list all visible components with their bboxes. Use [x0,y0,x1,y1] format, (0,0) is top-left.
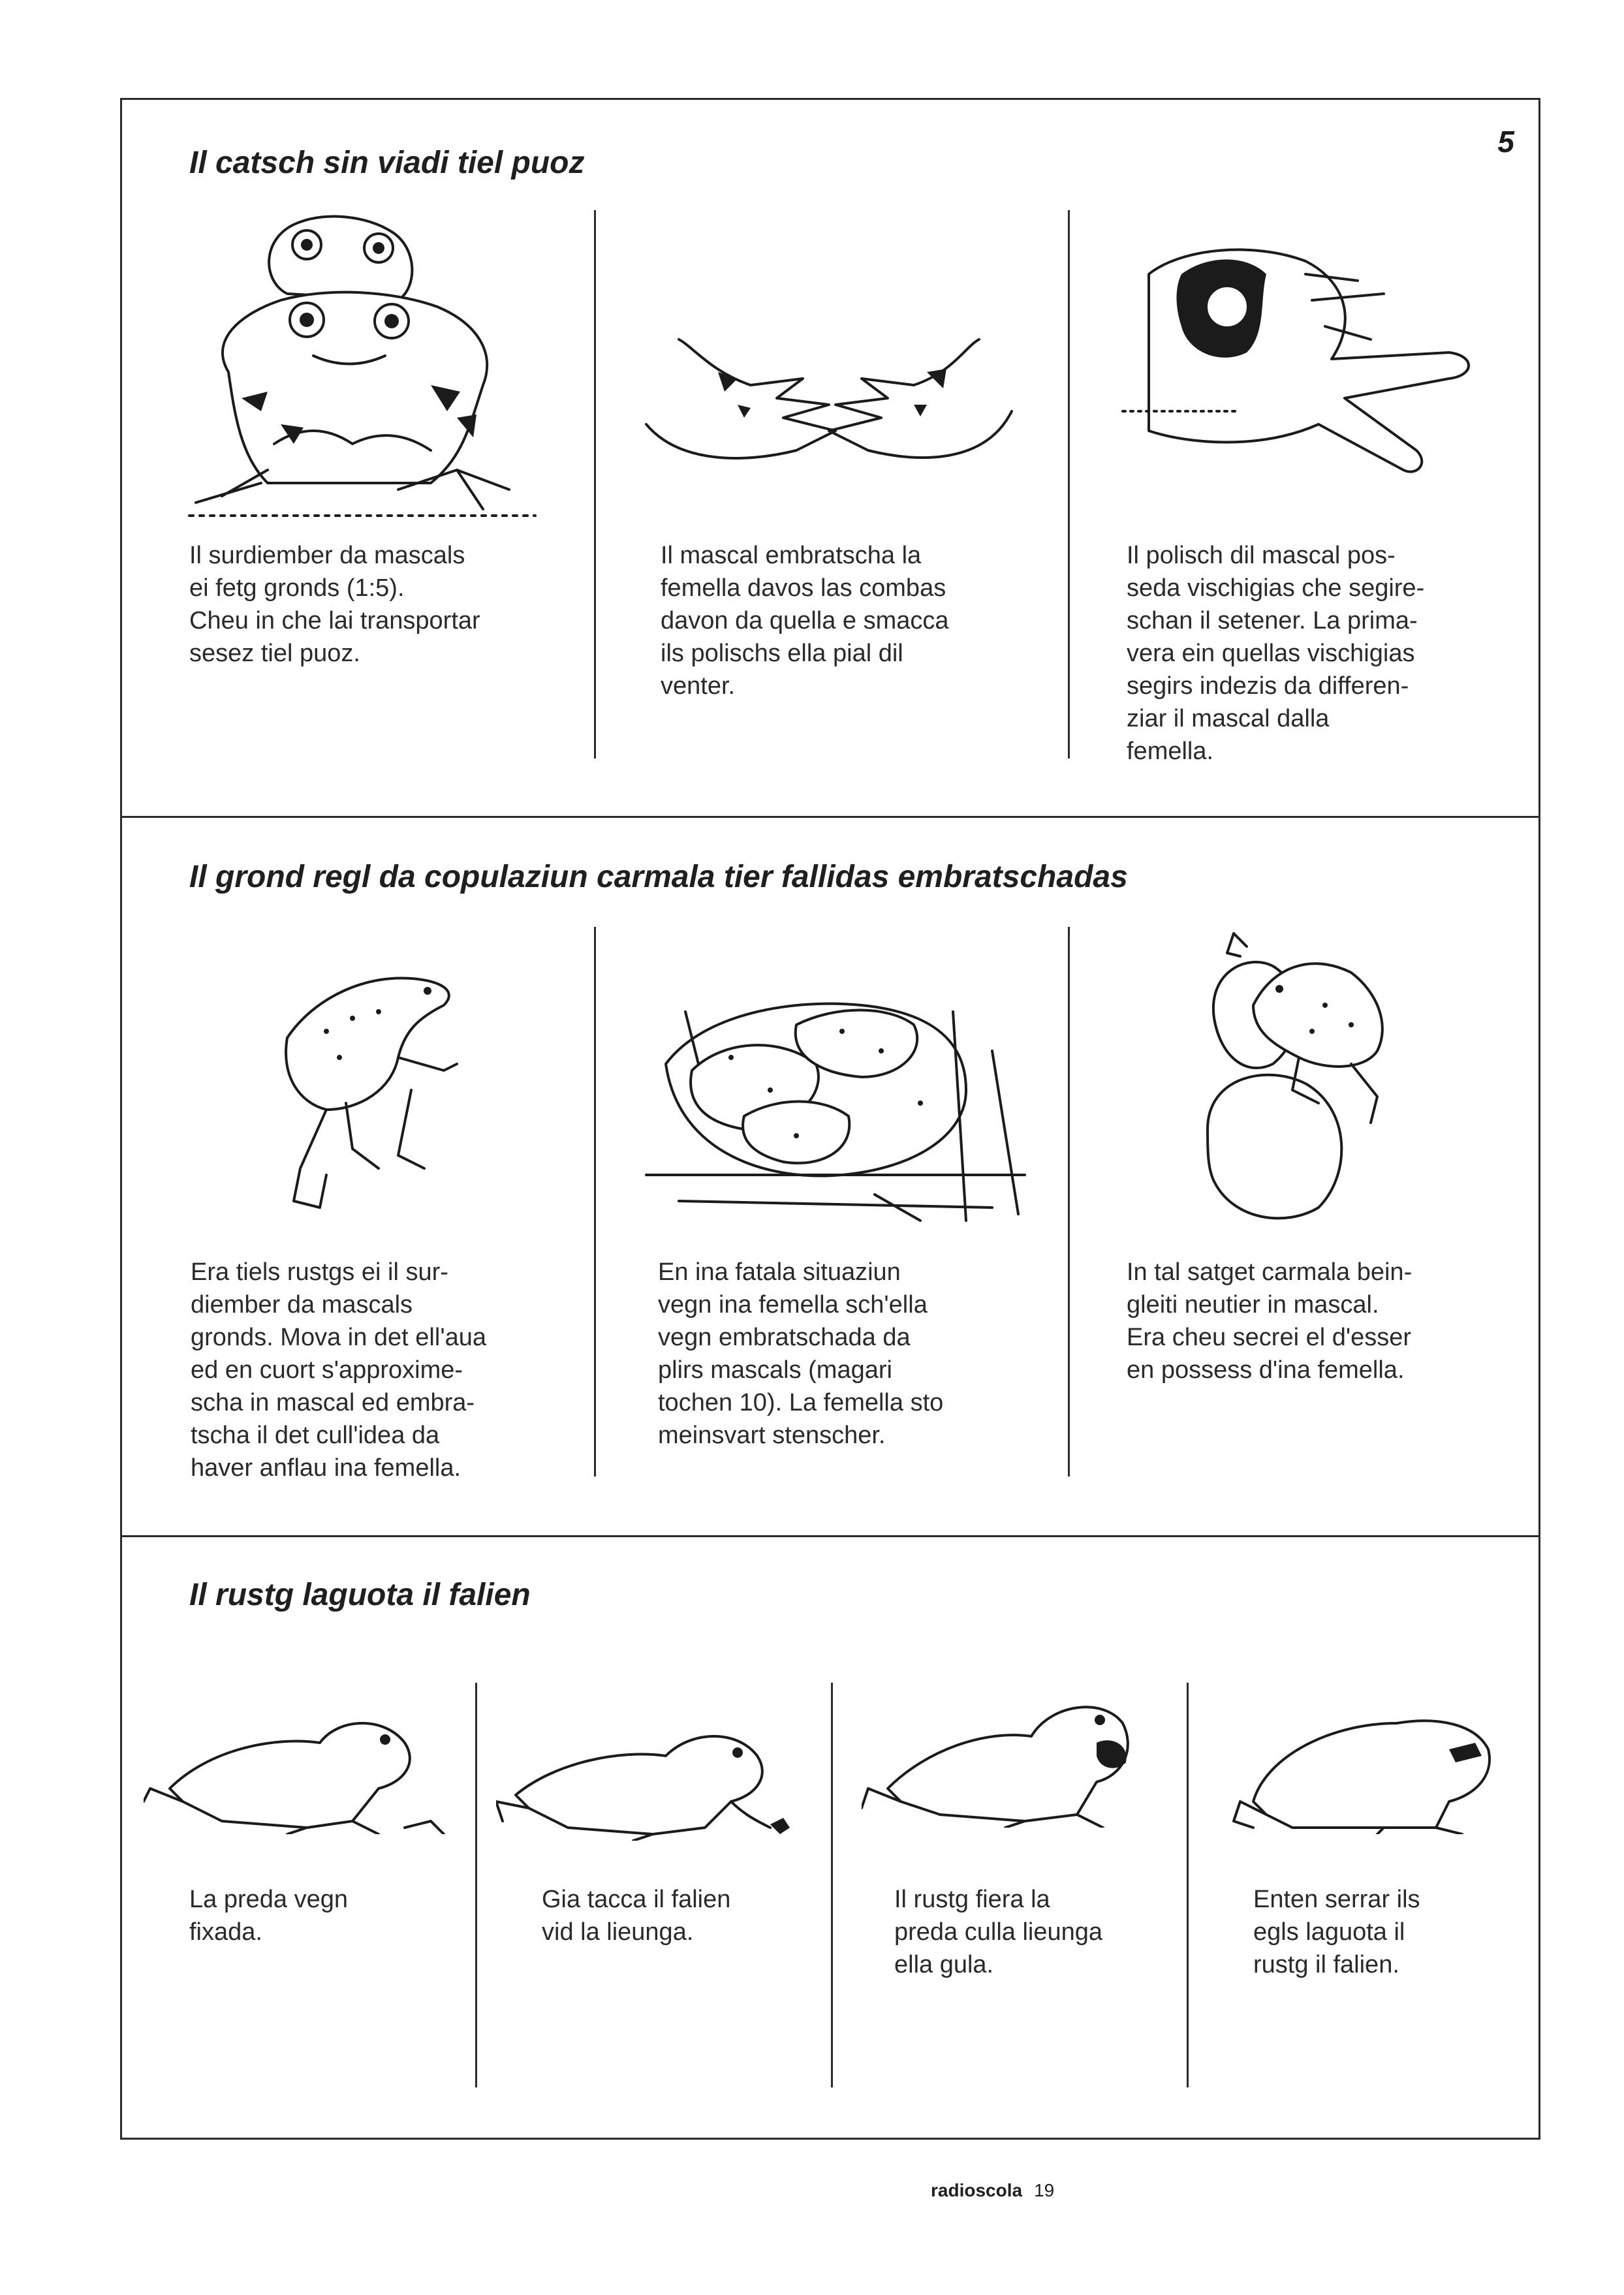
panel-caption: En ina fatala situaziun vegn ina femella sch'ella vegn embratschada da plirs mascals (magari tochen 10). La femella sto meinsvart stenscher. [658,1258,944,1449]
section-divider [120,816,1540,818]
toad-stalking-icon [144,1704,450,1834]
section-heading: Il catsch sin viadi tiel puoz [189,146,585,180]
section-divider [120,1535,1540,1537]
toad-cluster-icon [627,960,1044,1234]
toad-gulp-icon [862,1691,1162,1828]
panel-caption: Era tiels rustgs ei il sur- diember da mascals gronds. Mova in det ell'aua ed en cuort s'approxime- scha in mascal ed embra- tscha il det cull'idea da haver anflau ina femella. [191,1258,486,1482]
panel-caption: Il polisch dil mascal pos- seda vischigias che segire- schan il setener. La prima- vera ein quellas vischigias segirs indezis da differen- ziar il mascal dalla femella. [1127,542,1425,765]
column-divider [594,210,596,758]
column-divider [831,1683,833,2087]
panel-caption: Il rustg fiera la preda culla lieunga ella gula. [894,1886,1103,1978]
footer-brand: radioscola [931,2180,1023,2200]
column-divider [1068,210,1070,758]
column-divider [594,927,596,1476]
toad-sitting-icon [1227,1704,1508,1834]
panel-caption: Gia tacca il falien vid la lieunga. [542,1886,731,1946]
footer-page-number: 19 [1034,2180,1055,2200]
frog-thumb-icon [1110,235,1488,496]
page-footer [931,2180,1054,2201]
panel-caption: Il mascal embratscha la femella davos las combas davon da quella e smacca ils polischs ella pial dil venter. [661,542,949,700]
panel-caption: La preda vegn fixada. [189,1886,348,1946]
column-divider [1187,1683,1189,2087]
panel-caption: Il surdiember da mascals ei fetg gronds (1:5). Cheu in che lai transportar sesez tiel puoz. [189,542,480,667]
frog-hands-icon [640,333,1018,476]
column-divider [1068,927,1070,1476]
toad-on-stick-icon [248,960,496,1221]
column-divider [475,1683,477,2087]
section-heading: Il grond regl da copulaziun carmala tier fallidas embratschadas [189,860,1128,894]
toad-on-stone-icon [1195,927,1429,1227]
toad-tongue-icon [496,1710,809,1841]
panel-caption: Enten serrar ils egls laguota il rustg il falien. [1253,1886,1420,1978]
page-number: 5 [1497,125,1514,159]
section-heading: Il rustg laguota il falien [189,1578,531,1612]
panel-caption: In tal satget carmala bein- gleiti neutier in mascal. Era cheu secrei el d'esser en possess d'ina femella. [1127,1258,1413,1384]
frog-pair-icon [183,209,548,522]
